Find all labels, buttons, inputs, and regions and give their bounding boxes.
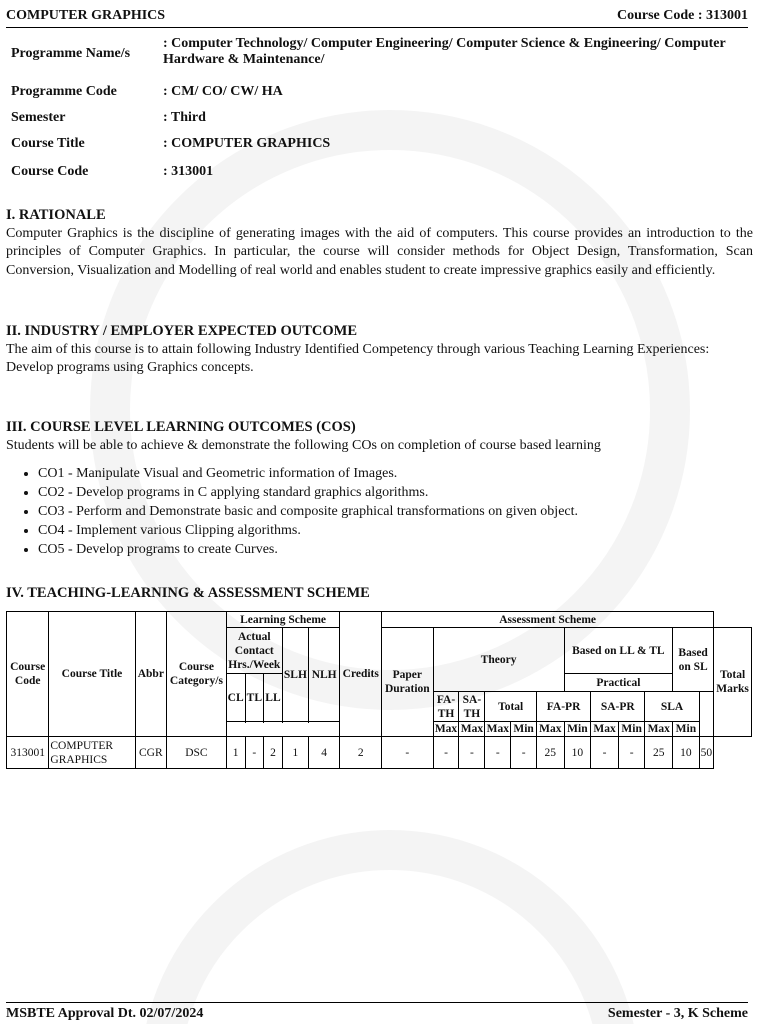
cell-total-min: - (511, 737, 537, 769)
cos-section (6, 418, 753, 559)
th-max: Max (434, 723, 458, 735)
rationale-text: Computer Graphics is the discipline of generating images with the aid of computers. This course provides an introduction to the principles of Computer Graphics. In particular, the course will consider methods for Object Design, Transformation, Scan Conversion, Visualization and Modelling of real world and enables student to create impressive graphics easily and efficiently. (6, 225, 753, 278)
footer-semester-scheme: Semester - 3, K Scheme (607, 1006, 748, 1021)
course-code-value: : 313001 (163, 164, 214, 179)
th-max: Max (536, 722, 564, 737)
cell-course-code: 313001 (7, 737, 49, 769)
cell-category: DSC (167, 737, 227, 769)
cell-ll: 2 (264, 737, 283, 769)
scheme-title: IV. TEACHING-LEARNING & ASSESSMENT SCHEME (6, 585, 370, 601)
cell-fa-pr-max: 25 (536, 737, 564, 769)
th-max: Max (591, 722, 619, 737)
th-learning-scheme: Learning Scheme (226, 612, 340, 628)
cell-sa-pr-min: - (618, 737, 645, 769)
co-item: • CO2 - Develop programs in C applying standard graphics algorithms. (38, 483, 753, 502)
cell-sa-th-max: - (459, 737, 485, 769)
footer-approval-date: MSBTE Approval Dt. 02/07/2024 (6, 1006, 204, 1021)
cell-tl: - (245, 737, 263, 769)
cell-total-max: - (485, 737, 511, 769)
cell-course-title: COMPUTER GRAPHICS (49, 737, 135, 769)
industry-text: The aim of this course is to attain following Industry Identified Competency through various Teaching Learning Experiences: (6, 341, 710, 357)
header-course-code: Course Code : 313001 (616, 8, 748, 23)
semester-label: Semester (11, 110, 66, 125)
th-fa-th: FA-TH (433, 692, 459, 722)
th-actual-contact: Actual Contact Hrs./Week (226, 628, 282, 674)
cell-sa-pr-max: - (591, 737, 619, 769)
th-sa-pr: SA-PR (591, 692, 645, 722)
industry-competency: Develop programs using Graphics concepts. (6, 360, 254, 375)
cos-title: III. COURSE LEVEL LEARNING OUTCOMES (COS) (6, 419, 356, 435)
programme-code-label: Programme Code (11, 84, 117, 99)
th-min: Min (673, 722, 700, 737)
th-slh: SLH (282, 628, 308, 722)
course-title-value: : COMPUTER GRAPHICS (163, 136, 331, 151)
programme-code-value: : CM/ CO/ CW/ HA (163, 84, 283, 99)
cos-intro: Students will be able to achieve & demonstrate the following COs on completion of course based learning (6, 437, 601, 453)
cell-sla-max: 25 (645, 737, 673, 769)
co-item: • CO5 - Develop programs to create Curves. (38, 540, 753, 559)
co-item: • CO1 - Manipulate Visual and Geometric information of Images. (38, 464, 753, 483)
th-ll: LL (264, 674, 283, 722)
th-tl: TL (245, 674, 263, 722)
th-theory: Theory (433, 628, 564, 692)
course-title-label: Course Title (11, 136, 85, 151)
industry-section (6, 322, 753, 378)
th-fa-pr: FA-PR (536, 692, 590, 722)
watermark-seal-lower (140, 830, 640, 1024)
th-min: Min (564, 722, 591, 737)
th-based-sl: Based on SL (673, 628, 714, 692)
cell-credits: 2 (340, 737, 382, 769)
th-category: Course Category/s (167, 612, 227, 737)
cell-fa-pr-min: 10 (564, 737, 591, 769)
page-header (6, 6, 748, 28)
cell-slh: 1 (282, 737, 308, 769)
th-credits: Credits (340, 612, 382, 737)
programme-name-label: Programme Name/s (11, 46, 131, 61)
th-course-title: Course Title (49, 612, 135, 737)
cell-fa-th-max: - (433, 737, 459, 769)
th-max: Max (486, 723, 509, 735)
semester-value: : Third (163, 110, 206, 125)
programme-name-value: : Computer Technology/ Computer Engineering/ Computer Science & Engineering/ Computer Hardware & Maintenance/ (163, 36, 726, 67)
co-item: • CO3 - Perform and Demonstrate basic and composite graphical transformations on given object. (38, 502, 753, 521)
th-sla: SLA (645, 692, 699, 722)
cell-paper-duration: - (382, 737, 433, 769)
programme-details (11, 36, 751, 186)
th-total: Total (485, 692, 537, 722)
th-based-ll-tl: Based on LL & TL (564, 628, 672, 674)
rationale-section (6, 206, 753, 280)
th-cl: CL (226, 674, 245, 722)
th-max: Max (460, 723, 484, 735)
cell-total-marks: 50 (699, 737, 714, 769)
rationale-title: I. RATIONALE (6, 207, 106, 223)
cell-abbr: CGR (135, 737, 167, 769)
cell-cl: 1 (226, 737, 245, 769)
page-footer (6, 1002, 748, 1022)
cos-list (6, 464, 753, 559)
th-nlh: NLH (308, 628, 340, 722)
th-practical: Practical (564, 674, 672, 692)
header-course-name: COMPUTER GRAPHICS (6, 8, 166, 23)
th-min: Min (618, 722, 645, 737)
th-max: Max (645, 722, 673, 737)
th-total-marks: Total Marks (714, 628, 752, 737)
th-paper-duration: Paper Duration (382, 628, 433, 737)
cell-sla-min: 10 (673, 737, 700, 769)
scheme-table (6, 611, 752, 769)
th-course-code: Course Code (7, 612, 49, 737)
th-assessment-scheme: Assessment Scheme (382, 612, 714, 628)
scheme-section (6, 584, 753, 603)
th-min: Min (511, 722, 537, 737)
th-sa-th: SA-TH (459, 692, 485, 722)
co-item: • CO4 - Implement various Clipping algorithms. (38, 521, 753, 540)
industry-title: II. INDUSTRY / EMPLOYER EXPECTED OUTCOME (6, 323, 358, 339)
th-abbr: Abbr (135, 612, 167, 737)
course-code-label: Course Code (11, 164, 89, 179)
cell-nlh: 4 (308, 737, 340, 769)
